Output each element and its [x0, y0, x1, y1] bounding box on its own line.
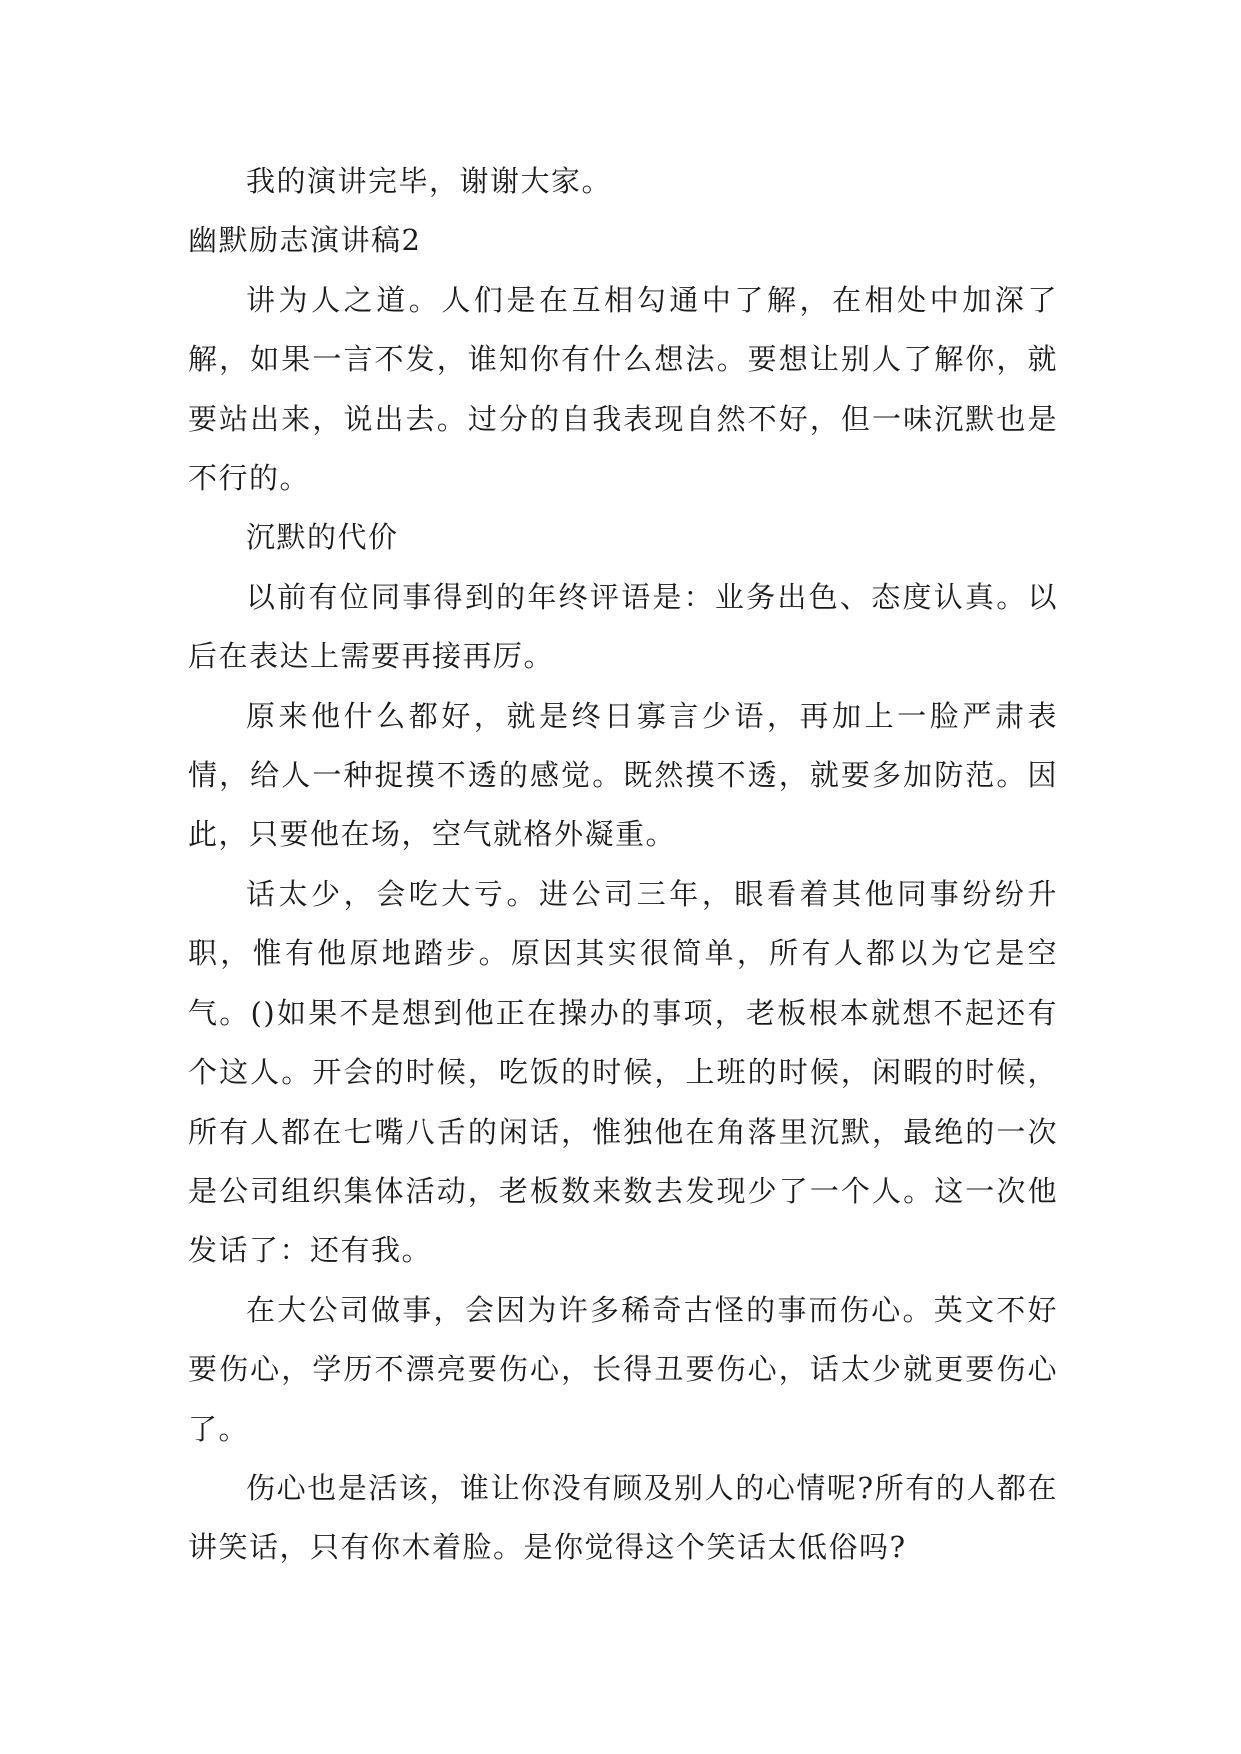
section-title: 幽默励志演讲稿2 [188, 223, 422, 258]
body-paragraph: 伤心也是活该，谁让你没有顾及别人的心情呢?所有的人都在讲笑话，只有你木着脸。是你觉得这个笑话太低俗吗? [188, 1470, 1058, 1565]
body-paragraph: 以前有位同事得到的年终评语是：业务出色、态度认真。以后在表达上需要再接再厉。 [188, 579, 1058, 674]
body-paragraph: 在大公司做事，会因为许多稀奇古怪的事而伤心。英文不好要伤心，学历不漂亮要伤心，长得丑要伤心，话太少就更要伤心了。 [188, 1292, 1058, 1446]
body-paragraph: 话太少，会吃大亏。进公司三年，眼看着其他同事纷纷升职，惟有他原地踏步。原因其实很简单，所有人都以为它是空气。()如果不是想到他正在操办的事项，老板根本就想不起还有个这人。开会的时候，吃饭的时候，上班的时候，闲暇的时候，所有人都在七嘴八舌的闲话，惟独他在角落里沉默，最绝的一次是公司组织集体活动，老板数来数去发现少了一个人。这一次他发话了：还有我。 [188, 876, 1058, 1268]
body-paragraph: 讲为人之道。人们是在互相勾通中了解，在相处中加深了解，如果一言不发，谁知你有什么想法。要想让别人了解你，就要站出来，说出去。过分的自我表现自然不好，但一味沉默也是不行的。 [188, 282, 1058, 496]
subheading-paragraph: 沉默的代价 [246, 520, 399, 555]
body-paragraph: 原来他什么都好，就是终日寡言少语，再加上一脸严肃表情，给人一种捉摸不透的感觉。既然摸不透，就要多加防范。因此，只要他在场，空气就格外凝重。 [188, 698, 1058, 852]
closing-paragraph: 我的演讲完毕，谢谢大家。 [246, 164, 613, 198]
document-body [188, 152, 1058, 1578]
